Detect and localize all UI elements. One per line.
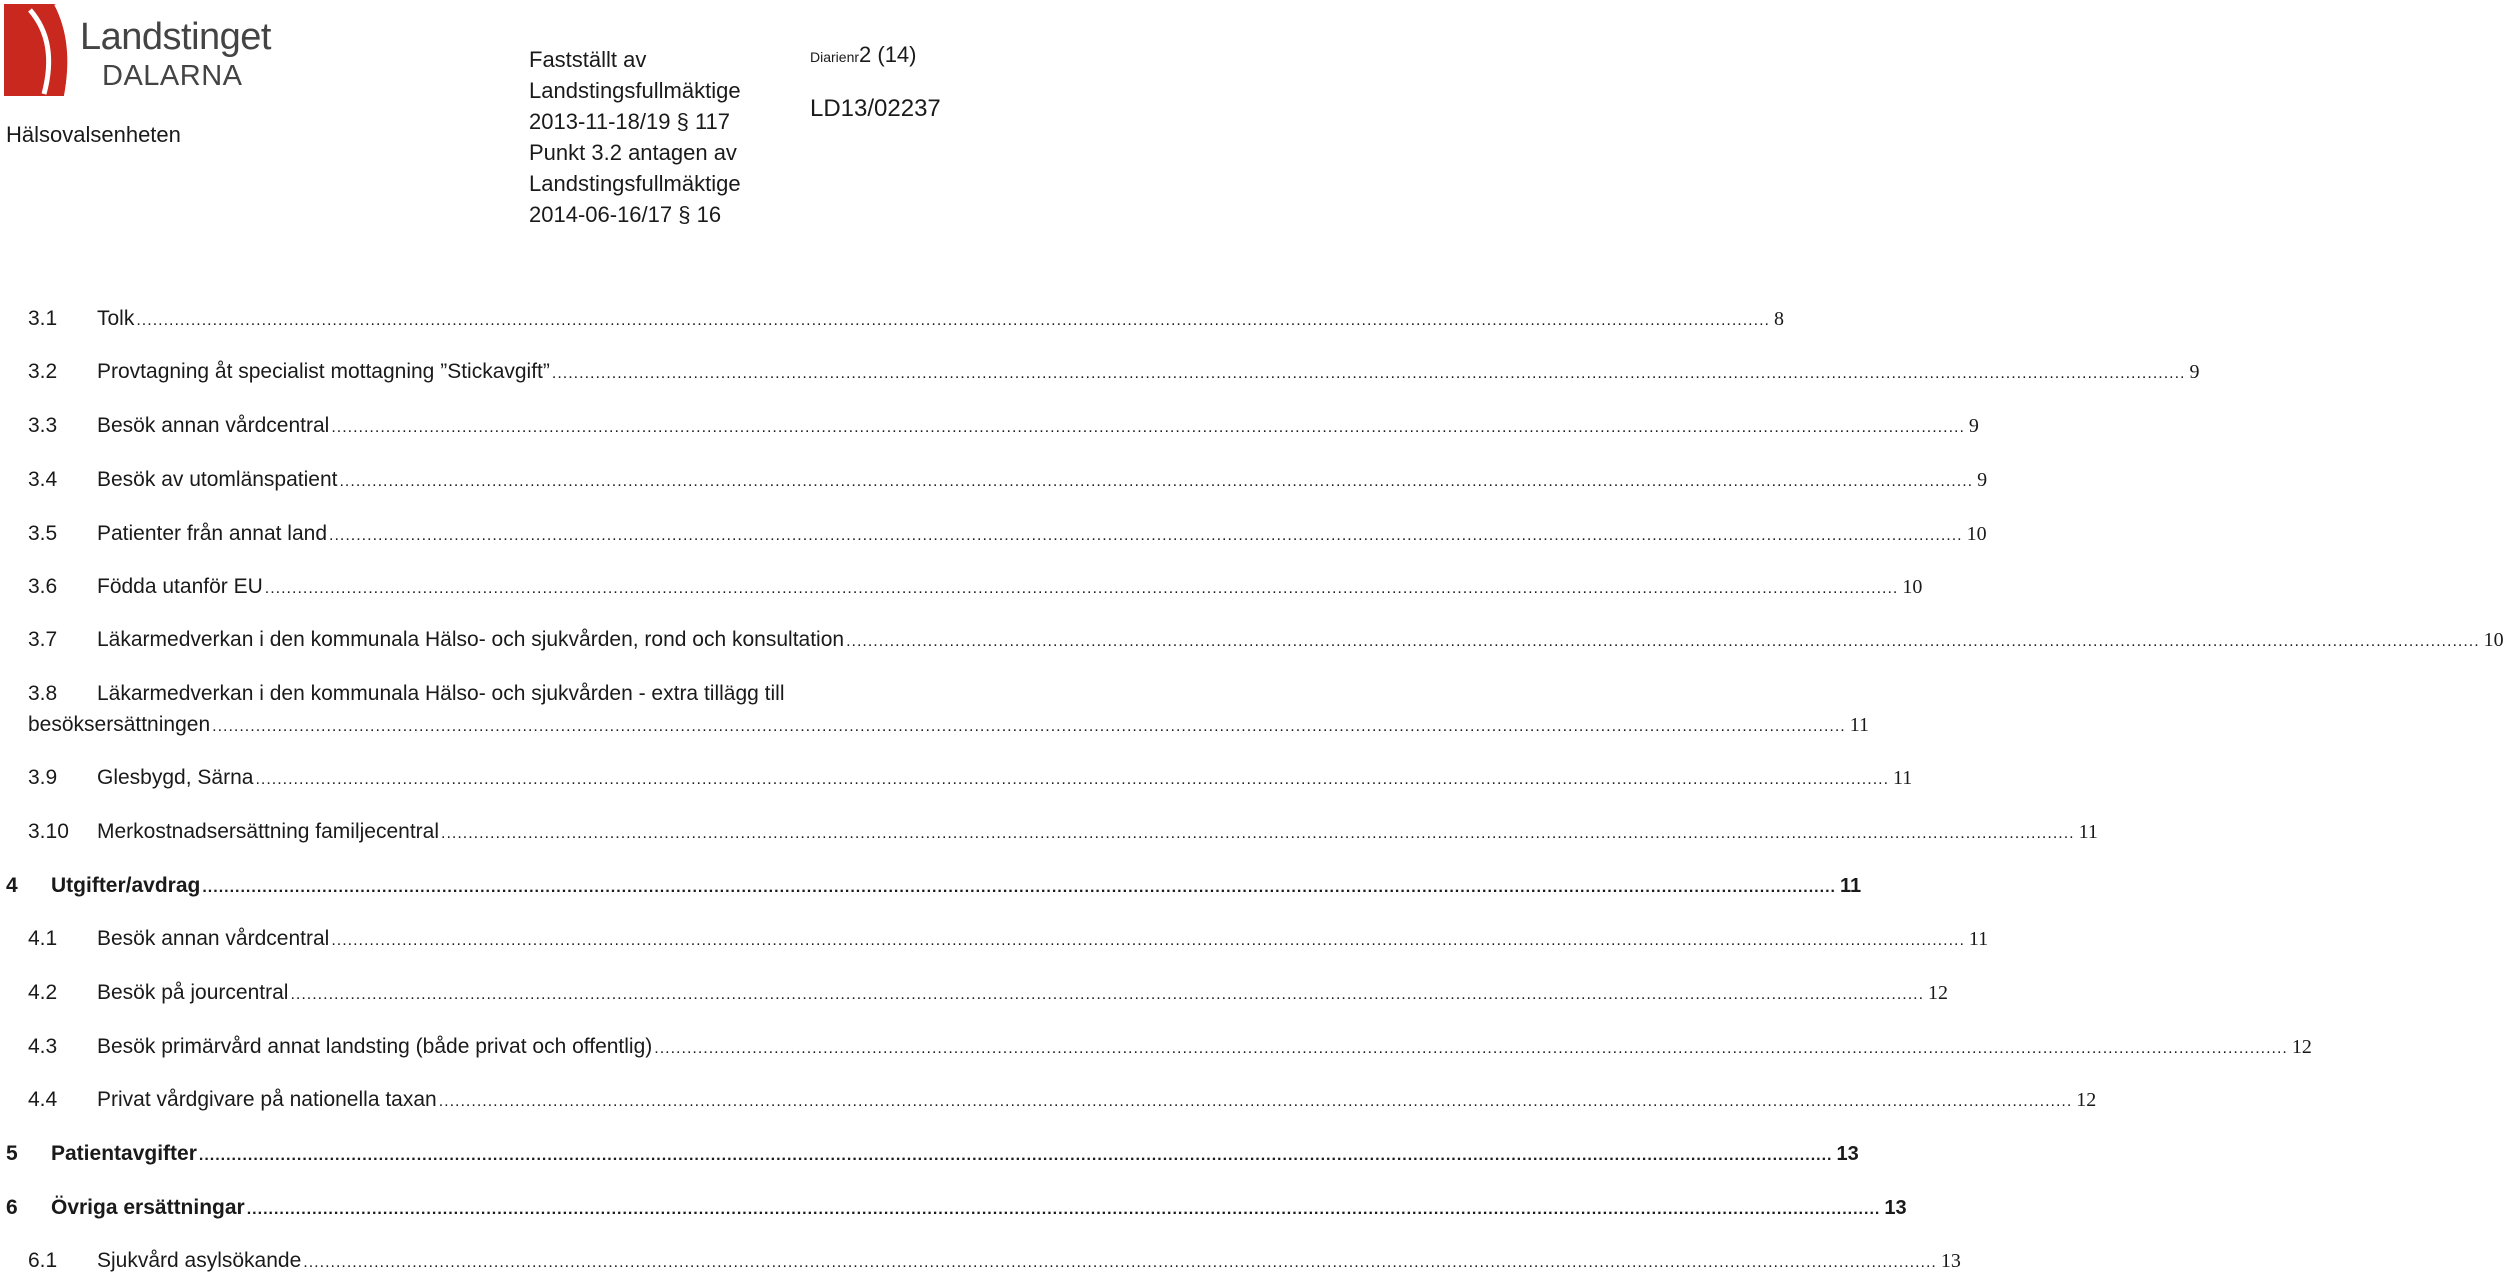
- toc-entry-number: 3.6: [28, 575, 58, 598]
- toc-entry-page: 9: [1968, 415, 1979, 437]
- toc-entry-page: 13: [1836, 1143, 1859, 1165]
- toc-entry-page: 8: [1773, 308, 1784, 330]
- toc-entry-title: Patientavgifter: [51, 1142, 197, 1165]
- established-block: [529, 44, 741, 230]
- toc-entry-number: 4: [6, 874, 18, 897]
- toc-entry[interactable]: 3.5 Patienter från annat land ............................................................................................................................................................................................................................................................................................................ 10: [0, 520, 960, 548]
- toc-entry-number: 3.8: [28, 682, 58, 705]
- toc-entry-number: 4.3: [28, 1035, 58, 1058]
- toc-entry-page: 13: [1940, 1250, 1961, 1272]
- toc-entry-page: 9: [1977, 469, 1988, 491]
- diary-number: LD13/02237: [810, 95, 941, 122]
- toc-chapter[interactable]: 6 Övriga ersättningar ............................................................................................................................................................................................................................................................................................................ 13: [0, 1194, 960, 1222]
- toc-entry[interactable]: 3.7 Läkarmedverkan i den kommunala Hälso- och sjukvården, rond och konsultation ............................................................................................................................................................................................................................................................................................................ 10: [0, 626, 960, 654]
- toc-entry-title: Provtagning åt specialist mottagning ”Stickavgift”: [97, 360, 550, 383]
- toc-entry[interactable]: 4.2 Besök på jourcentral ............................................................................................................................................................................................................................................................................................................ 12: [0, 979, 960, 1007]
- toc-entry-title: Merkostnadsersättning familjecentral: [97, 820, 439, 843]
- toc-entry[interactable]: 4.4 Privat vårdgivare på nationella taxan ............................................................................................................................................................................................................................................................................................................ 12: [0, 1086, 960, 1114]
- toc-entry[interactable]: 4.1 Besök annan vårdcentral ............................................................................................................................................................................................................................................................................................................ 11: [0, 925, 960, 953]
- toc-entry-number: 3.7: [28, 628, 58, 651]
- toc-entry-number: 6: [6, 1196, 18, 1219]
- diary-header: [810, 42, 917, 68]
- toc-entry-number: 4.2: [28, 981, 58, 1004]
- established-line: Punkt 3.2 antagen av: [529, 140, 737, 165]
- toc-entry-page: 9: [2189, 361, 2200, 383]
- toc-chapter[interactable]: 5 Patientavgifter ............................................................................................................................................................................................................................................................................................................ 13: [0, 1140, 960, 1168]
- logo-brand-name: Landstinget: [80, 16, 271, 58]
- toc-entry-number: 3.2: [28, 360, 58, 383]
- toc-entry-page: 11: [2078, 821, 2098, 843]
- toc-entry-title: Besök annan vårdcentral: [97, 927, 330, 950]
- toc-entry-number: 5: [6, 1142, 18, 1165]
- toc-entry[interactable]: 6.1 Sjukvård asylsökande ............................................................................................................................................................................................................................................................................................................ 13: [0, 1247, 960, 1275]
- toc-entry-page: 11: [1839, 875, 1862, 897]
- toc-entry-number: 3.9: [28, 766, 58, 789]
- toc-entry-title: Läkarmedverkan i den kommunala Hälso- och sjukvården, rond och konsultation: [97, 628, 845, 651]
- toc-entry[interactable]: 3.1 Tolk ............................................................................................................................................................................................................................................................................................................ 8: [0, 305, 960, 333]
- toc-entry-title: Sjukvård asylsökande: [97, 1249, 302, 1272]
- toc-entry[interactable]: 3.10 Merkostnadsersättning familjecentral ............................................................................................................................................................................................................................................................................................................ 11: [0, 818, 960, 846]
- established-line: Fastställt av: [529, 47, 647, 72]
- toc-entry-page: 11: [1849, 714, 1869, 736]
- toc-entry-page: 12: [2291, 1036, 2312, 1058]
- established-line: 2013-11-18/19 § 117: [529, 109, 731, 134]
- toc-entry-number: 3.1: [28, 307, 58, 330]
- toc-entry[interactable]: 3.4 Besök av utomlänspatient ............................................................................................................................................................................................................................................................................................................ 9: [0, 466, 960, 494]
- toc-entry-number: 4.4: [28, 1088, 58, 1111]
- toc-entry-title: Glesbygd, Särna: [97, 766, 254, 789]
- toc-entry-title: Privat vårdgivare på nationella taxan: [97, 1088, 437, 1111]
- diary-label: Diarienr: [810, 49, 860, 65]
- toc-entry[interactable]: besöksersättningen ............................................................................................................................................................................................................................................................................................................ 11: [0, 711, 960, 739]
- toc-chapter[interactable]: 4 Utgifter/avdrag ............................................................................................................................................................................................................................................................................................................ 11: [0, 872, 960, 900]
- toc-entry[interactable]: 3.9 Glesbygd, Särna ............................................................................................................................................................................................................................................................................................................ 11: [0, 764, 960, 792]
- toc-entry-page: 10: [1966, 523, 1987, 545]
- logo-brand-region: DALARNA: [102, 60, 243, 92]
- toc-entry-title: Besök primärvård annat landsting (både privat och offentlig): [97, 1035, 653, 1058]
- toc-entry-title: Besök på jourcentral: [97, 981, 289, 1004]
- toc-entry-page: 13: [1884, 1197, 1907, 1219]
- toc-entry-number: 4.1: [28, 927, 58, 950]
- toc-entry[interactable]: 3.6 Födda utanför EU ............................................................................................................................................................................................................................................................................................................ 10: [0, 573, 960, 601]
- toc-entry-number: 3.4: [28, 468, 58, 491]
- toc-entry-title: Utgifter/avdrag: [51, 874, 201, 897]
- page-indicator: 2 (14): [859, 42, 917, 67]
- toc-entry-number: 3.10: [28, 820, 69, 843]
- toc-entry-title: besöksersättningen: [28, 713, 211, 736]
- toc-entry-page: 10: [1902, 576, 1923, 598]
- toc-entry-title: Tolk: [97, 307, 135, 330]
- toc-entry-page: 12: [1928, 982, 1949, 1004]
- toc-entry-page: 10: [2483, 629, 2504, 651]
- toc-entry-wrapped-line[interactable]: [28, 680, 784, 708]
- established-line: 2014-06-16/17 § 16: [529, 202, 722, 227]
- toc-entry-title: Övriga ersättningar: [51, 1196, 245, 1219]
- established-line: Landstingsfullmäktige: [529, 171, 741, 196]
- toc-entry-page: 11: [1893, 767, 1913, 789]
- toc-entry-number: 3.3: [28, 414, 58, 437]
- toc-entry-page: 12: [2076, 1089, 2097, 1111]
- toc-entry-title: Besök annan vårdcentral: [97, 414, 330, 437]
- unit-name: Hälsovalsenheten: [6, 122, 181, 147]
- toc-entry[interactable]: 3.3 Besök annan vårdcentral ............................................................................................................................................................................................................................................................................................................ 9: [0, 412, 960, 440]
- toc-entry[interactable]: 4.3 Besök primärvård annat landsting (både privat och offentlig) ............................................................................................................................................................................................................................................................................................................ 12: [0, 1033, 960, 1061]
- toc-entry-title: Patienter från annat land: [97, 522, 327, 545]
- established-line: Landstingsfullmäktige: [529, 78, 741, 103]
- toc-entry-number: 6.1: [28, 1249, 58, 1272]
- toc-entry[interactable]: 3.2 Provtagning åt specialist mottagning ”Stickavgift” ............................................................................................................................................................................................................................................................................................................ 9: [0, 358, 960, 386]
- landstinget-dalarna-logo: [4, 2, 271, 98]
- toc-entry-title: Födda utanför EU: [97, 575, 263, 598]
- toc-entry-title-line1: Läkarmedverkan i den kommunala Hälso- och sjukvården - extra tillägg till: [97, 682, 785, 705]
- toc-entry-title: Besök av utomlänspatient: [97, 468, 338, 491]
- toc-entry-number: 3.5: [28, 522, 58, 545]
- toc-entry-page: 11: [1968, 928, 1989, 950]
